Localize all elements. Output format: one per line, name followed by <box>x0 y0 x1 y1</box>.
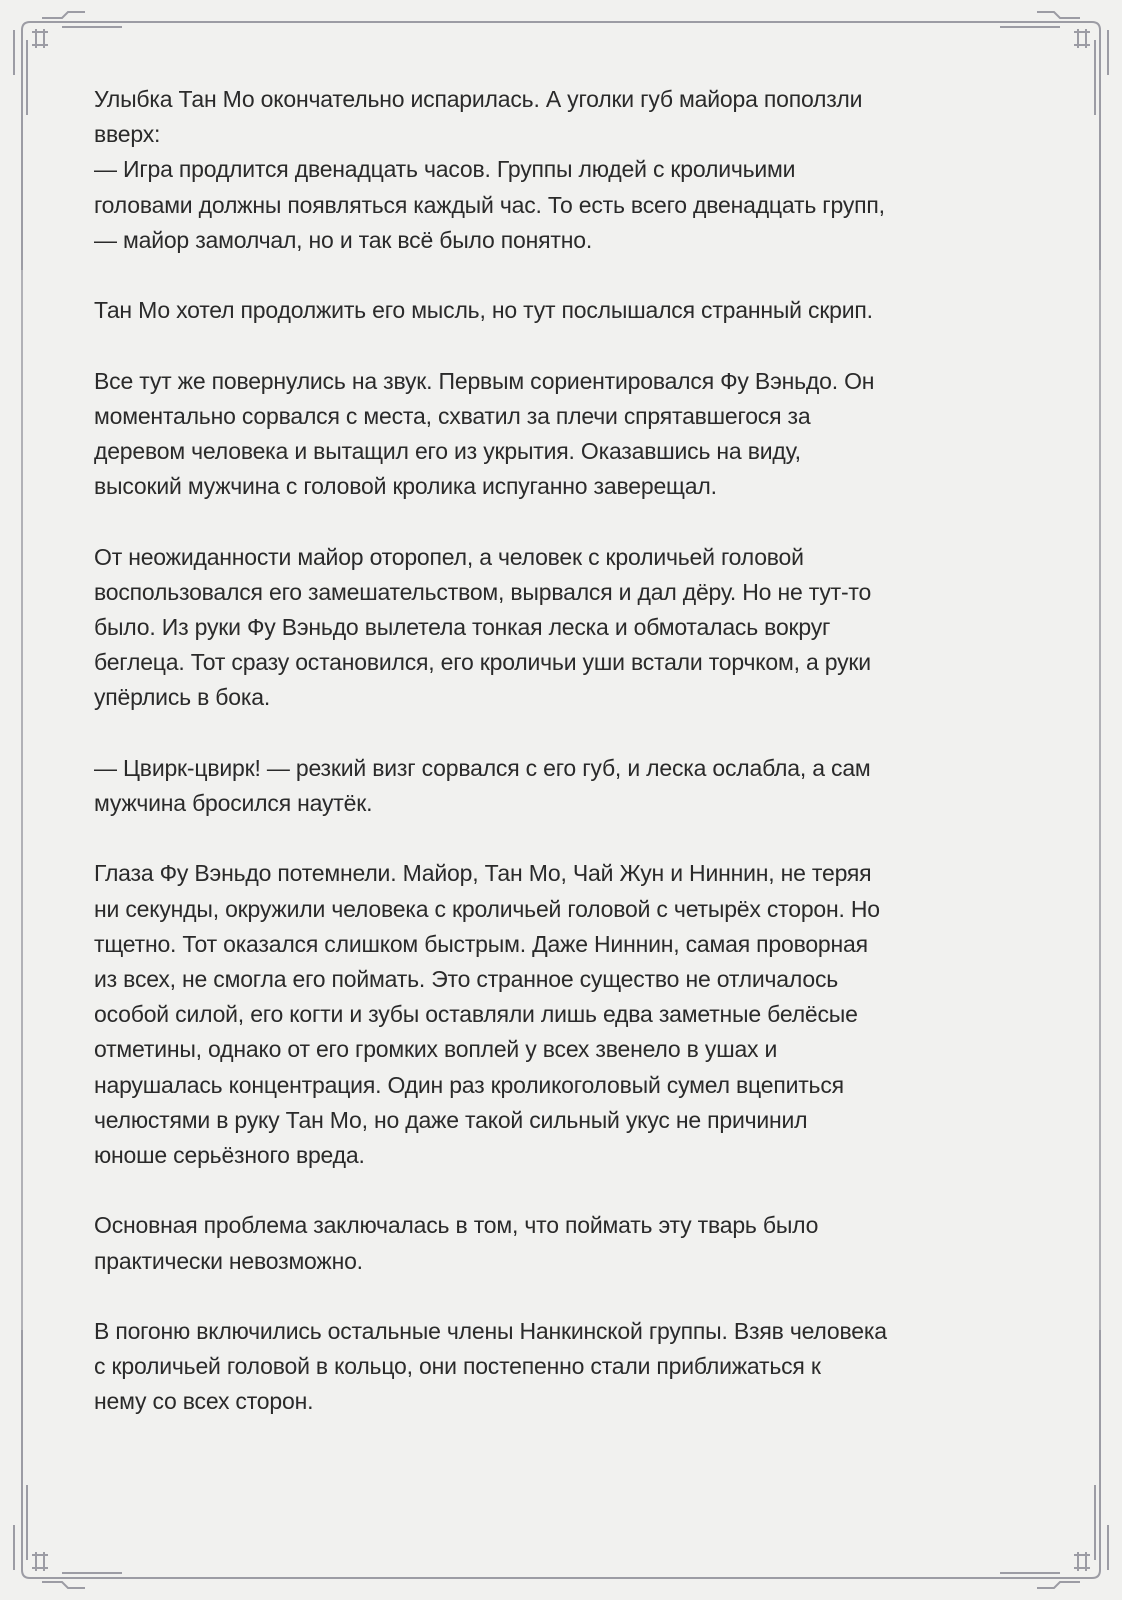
text-line: моментально сорвался с места, схватил за плечи спрятавшегося за <box>94 402 811 429</box>
text-line: высокий мужчина с головой кролика испуганно заверещал. <box>94 473 717 500</box>
text-line: Основная проблема заключалась в том, что поймать эту тварь было <box>94 1212 819 1239</box>
text-line: тщетно. Тот оказался слишком быстрым. Даже Ниннин, самая проворная <box>94 930 868 957</box>
text-line: с кроличьей головой в кольцо, они постепенно стали приближаться к <box>94 1353 821 1380</box>
paragraph <box>94 293 1054 328</box>
paragraph <box>94 751 1054 821</box>
text-line: мужчина бросился наутёк. <box>94 790 373 816</box>
paragraph <box>94 540 1054 716</box>
text-line: Глаза Фу Вэньдо потемнели. Майор, Тан Мо, Чай Жун и Ниннин, не теряя <box>94 860 872 887</box>
text-line: — майор замолчал, но и так всё было понятно. <box>94 226 593 253</box>
text-line: От неожиданности майор оторопел, а человек с кроличьей головой <box>94 543 804 570</box>
text-line: ни секунды, окружили человека с кроличьей головой с четырёх сторон. Но <box>94 895 880 922</box>
text-line: воспользовался его замешательством, вырвался и дал дёру. Но не тут-то <box>94 578 872 605</box>
text-line: головами должны появляться каждый час. То есть всего двенадцать групп, <box>94 191 885 218</box>
text-line: — Игра продлится двенадцать часов. Группы людей с кроличьими <box>94 156 796 183</box>
text-line: челюстями в руку Тан Мо, но даже такой сильный укус не причинил <box>94 1106 808 1133</box>
text-line: В погоню включились остальные члены Нанкинской группы. Взяв человека <box>94 1318 887 1344</box>
text-line: нарушалась концентрация. Один раз кроликоголовый сумел вцепиться <box>94 1071 844 1098</box>
text-line: Все тут же повернулись на звук. Первым сориентировался Фу Вэньдо. Он <box>94 367 875 394</box>
text-line: было. Из руки Фу Вэньдо вылетела тонкая леска и обмоталась вокруг <box>94 614 831 640</box>
text-line: Тан Мо хотел продолжить его мысль, но тут послышался странный скрип. <box>94 297 873 324</box>
document-body <box>94 82 1054 1455</box>
text-line: отметины, однако от его громких воплей у всех звенело в ушах и <box>94 1036 778 1063</box>
text-line: из всех, не смогла его поймать. Это странное существо не отличалось <box>94 966 839 992</box>
text-line: вверх: <box>94 121 161 148</box>
text-line: упёрлись в бока. <box>94 684 271 711</box>
paragraph <box>94 1208 1054 1278</box>
text-line: нему со всех сторон. <box>94 1388 314 1415</box>
text-line: особой силой, его когти и зубы оставляли лишь едва заметные белёсые <box>94 1001 858 1028</box>
text-line: — Цвирк-цвирк! — резкий визг сорвался с его губ, и леска ослабла, а сам <box>94 754 871 781</box>
paragraph <box>94 856 1054 1173</box>
paragraph <box>94 364 1054 505</box>
text-line: беглеца. Тот сразу остановился, его кроличьи уши встали торчком, а руки <box>94 649 871 676</box>
text-line: Улыбка Тан Мо окончательно испарилась. А уголки губ майора поползли <box>94 86 863 112</box>
text-line: деревом человека и вытащил его из укрытия. Оказавшись на виду, <box>94 438 801 464</box>
text-line: юноше серьёзного вреда. <box>94 1142 365 1169</box>
paragraph <box>94 1314 1054 1420</box>
paragraph <box>94 82 1054 258</box>
text-line: практически невозможно. <box>94 1247 363 1274</box>
